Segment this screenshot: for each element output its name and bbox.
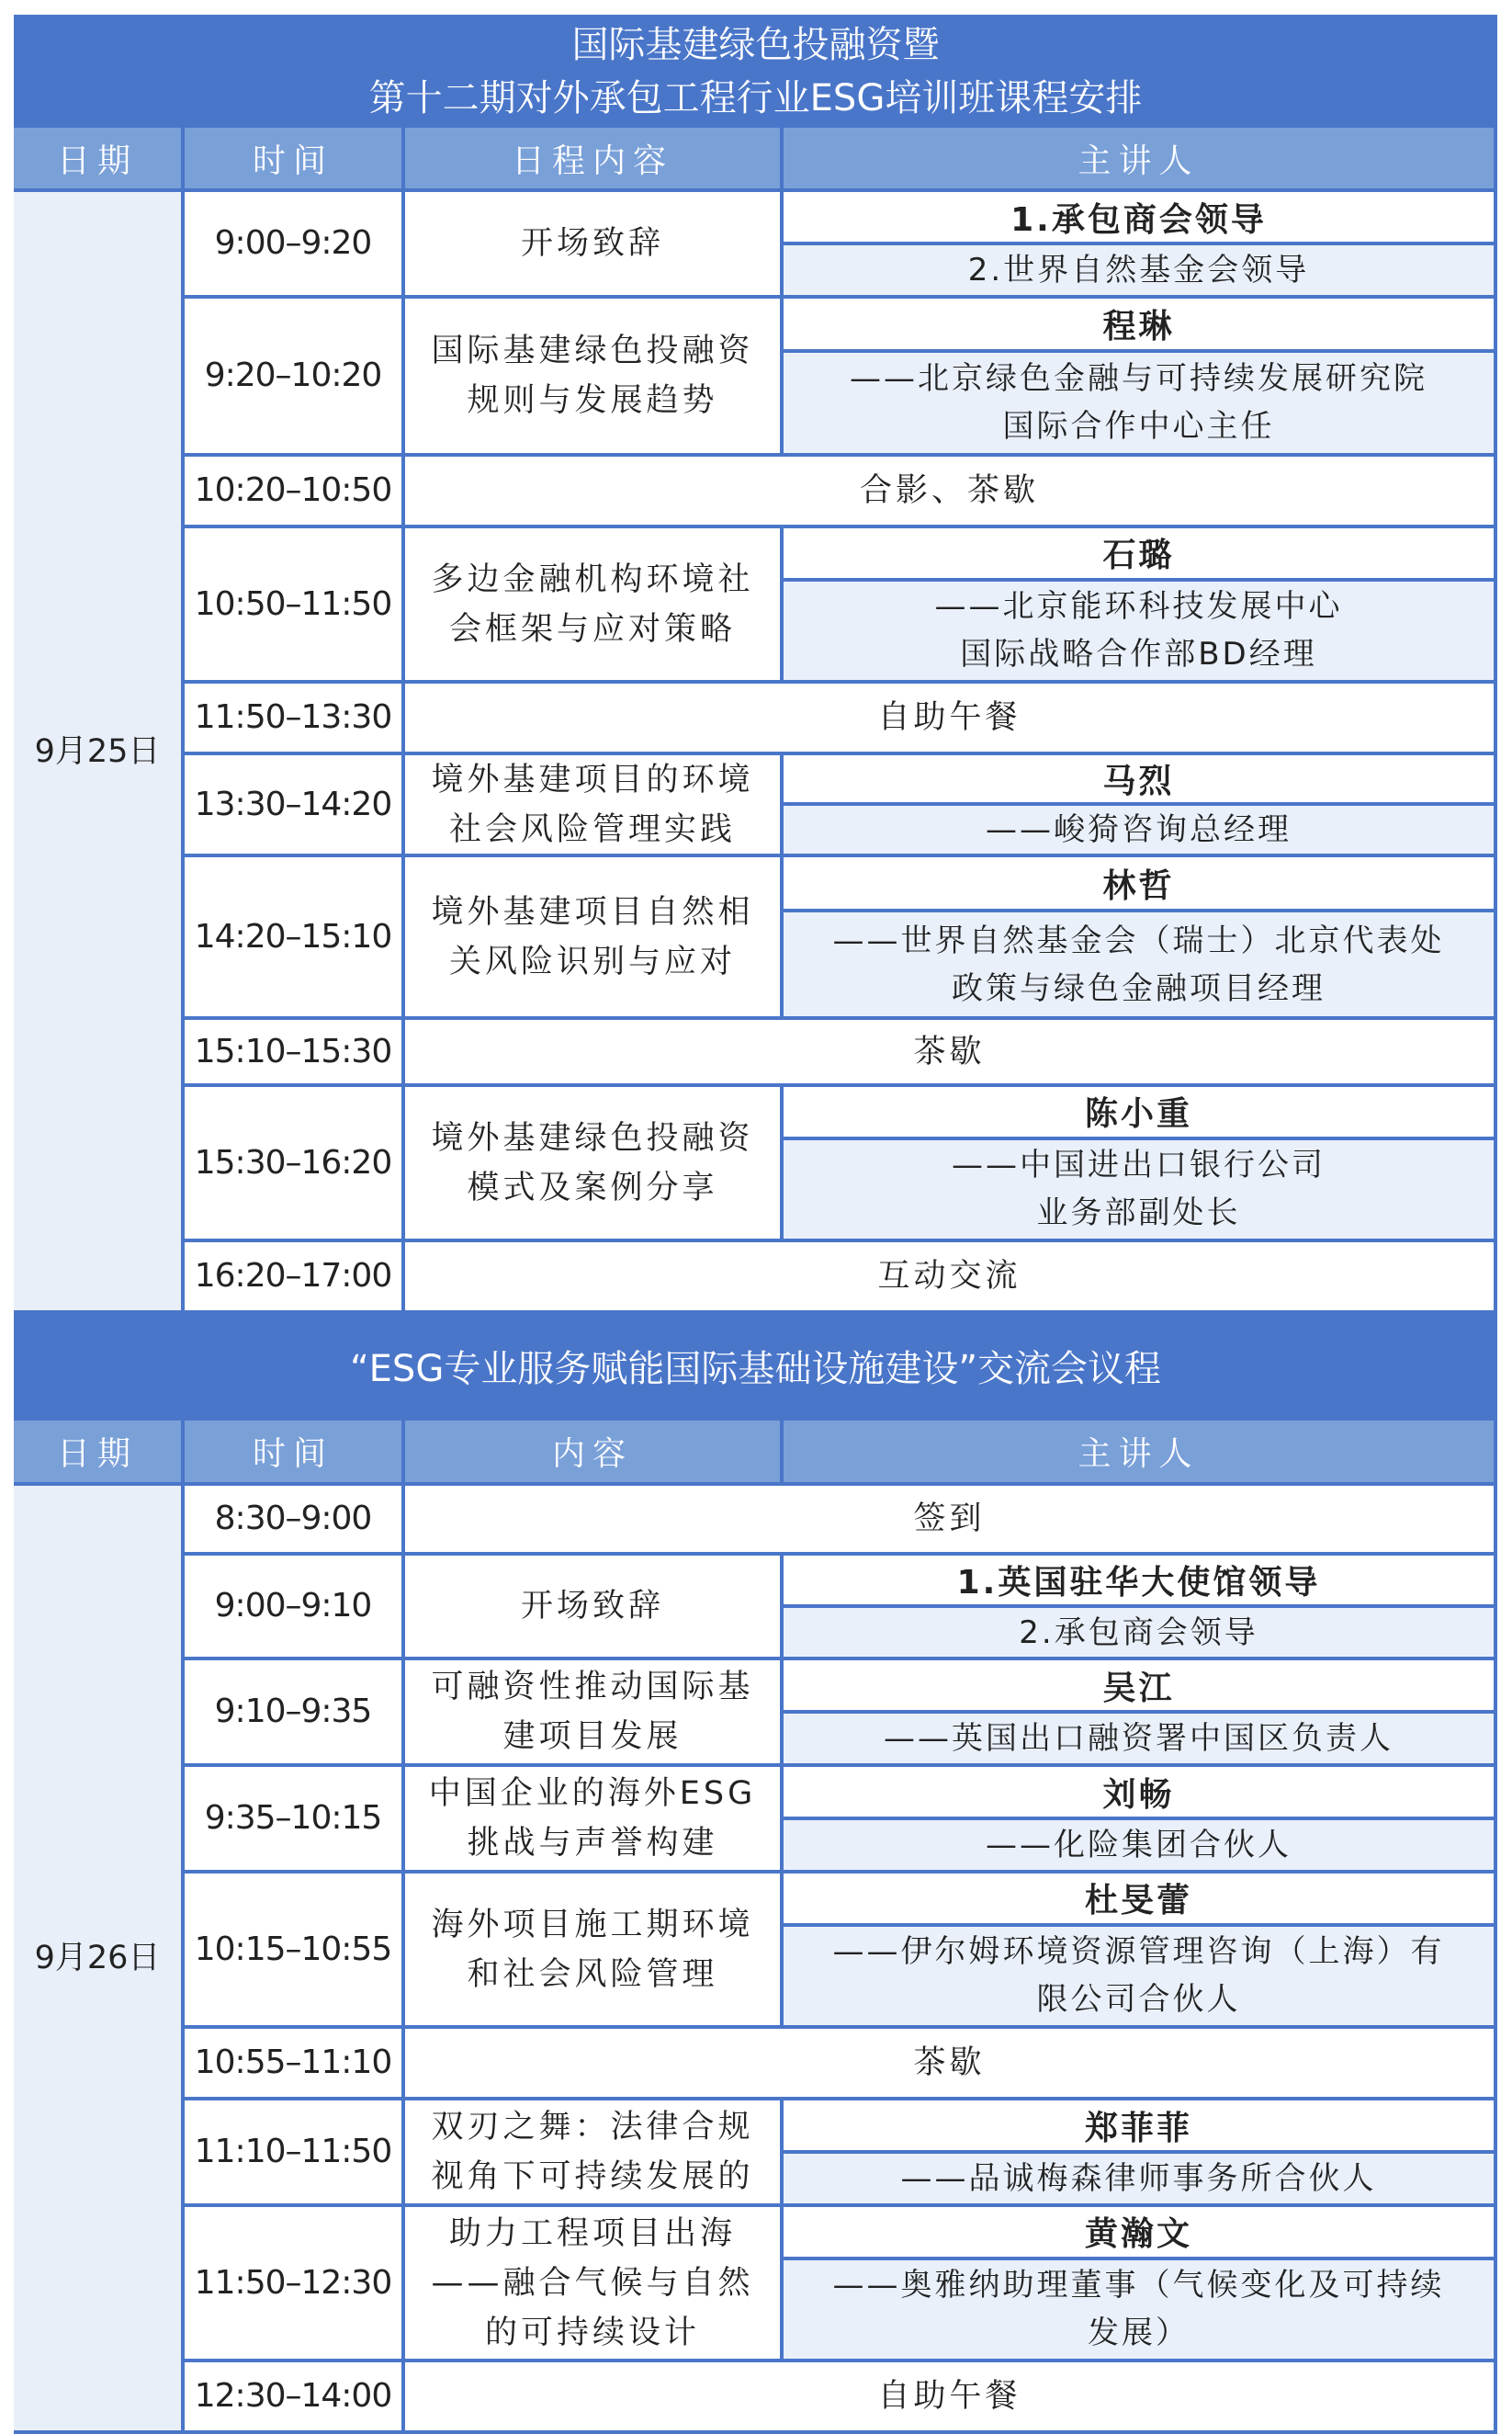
content-line: 的可持续设计: [484, 2314, 700, 2351]
speaker-detail-line: ——品诚梅森律师事务所合伙人: [900, 2160, 1377, 2197]
column-header: 日期: [14, 128, 181, 188]
speaker-cell: [784, 1767, 1494, 1870]
content-line: 会框架与应对策略: [448, 610, 736, 648]
content-cell: [405, 1874, 780, 2025]
speaker-detail-line: ——英国出口融资署中国区负责人: [884, 1720, 1394, 1757]
content-line: 建项目发展: [502, 1718, 683, 1755]
speaker-detail-line: ——奥雅纳助理董事（气候变化及可持续: [832, 2267, 1445, 2304]
speaker-detail: [784, 2154, 1494, 2203]
content-line: 助力工程项目出海: [448, 2214, 736, 2252]
time-cell: 16:20–17:00: [185, 1242, 401, 1310]
merged-activity-cell: 自助午餐: [405, 684, 1494, 752]
merged-activity-cell: 茶歇: [405, 1020, 1494, 1083]
speaker-name: 陈小重: [784, 1087, 1494, 1137]
speaker-detail: [784, 2260, 1494, 2359]
content-cell: [405, 857, 780, 1016]
content-cell: [405, 2207, 780, 2359]
speaker-cell: [784, 299, 1494, 453]
content-cell: [405, 1087, 780, 1239]
speaker-name: 马烈: [784, 755, 1494, 802]
section2-table: [14, 1421, 1497, 2434]
content-line: 国际基建绿色投融资: [431, 333, 754, 369]
content-line: 境外基建项目自然相: [431, 893, 754, 931]
column-header: 主讲人: [784, 1421, 1494, 1482]
speaker-cell: [784, 2100, 1494, 2203]
time-cell: 11:50–13:30: [185, 684, 401, 752]
speaker-cell: [784, 528, 1494, 680]
time-cell: 10:55–11:10: [185, 2029, 401, 2097]
speaker-name: 程琳: [784, 299, 1494, 349]
speaker-detail-line: 国际战略合作部BD经理: [960, 636, 1317, 674]
time-cell: 9:10–9:35: [185, 1660, 401, 1763]
speaker-detail: [784, 1608, 1494, 1657]
section1-title-line: 第十二期对外承包工程行业ESG培训班课程安排: [368, 76, 1143, 119]
section1-title-line: 国际基建绿色投融资暨: [571, 23, 940, 66]
speaker-detail: [784, 1714, 1494, 1763]
speaker-detail-line: 限公司合伙人: [1036, 1981, 1241, 2019]
speaker-name: 吴江: [784, 1660, 1494, 1710]
time-cell: 8:30–9:00: [185, 1486, 401, 1552]
section1-title: [14, 15, 1497, 128]
column-header: 内容: [405, 1421, 780, 1482]
speaker-cell: [784, 192, 1494, 295]
section2-title: [14, 1314, 1497, 1421]
content-cell: [405, 192, 780, 295]
column-header: 日程内容: [405, 128, 780, 188]
content-line: 和社会风险管理: [467, 1955, 718, 1993]
speaker-cell: [784, 1874, 1494, 2025]
date-cell: 9月26日: [14, 1486, 181, 2430]
speaker-detail-line: 国际合作中心主任: [1002, 408, 1275, 446]
speaker-name: 郑菲菲: [784, 2100, 1494, 2150]
speaker-detail: [784, 1820, 1494, 1870]
speaker-detail: [784, 353, 1494, 453]
time-cell: 11:10–11:50: [185, 2100, 401, 2203]
speaker-detail: [784, 806, 1494, 854]
content-line: 境外基建项目的环境: [431, 761, 754, 798]
speaker-name: 石璐: [784, 528, 1494, 578]
speaker-detail-line: 政策与绿色金融项目经理: [952, 969, 1326, 1007]
content-cell: [405, 2100, 780, 2203]
merged-activity-cell: 茶歇: [405, 2029, 1494, 2097]
time-cell: 9:20–10:20: [185, 299, 401, 453]
speaker-cell: [784, 2207, 1494, 2359]
speaker-name: 刘畅: [784, 1767, 1494, 1817]
content-line: 海外项目施工期环境: [431, 1906, 754, 1943]
time-cell: 9:35–10:15: [185, 1767, 401, 1870]
time-cell: 11:50–12:30: [185, 2207, 401, 2359]
content-line: 开场致辞: [520, 1588, 664, 1625]
section1-table: [14, 128, 1497, 1314]
speaker-cell: [784, 1556, 1494, 1657]
content-line: 多边金融机构环境社: [431, 560, 754, 598]
column-header: 时间: [185, 128, 401, 188]
content-line: 可融资性推动国际基: [431, 1669, 754, 1705]
content-line: 规则与发展趋势: [467, 382, 718, 419]
time-cell: 15:10–15:30: [185, 1020, 401, 1083]
content-cell: [405, 755, 780, 854]
time-cell: 15:30–16:20: [185, 1087, 401, 1239]
speaker-cell: [784, 1087, 1494, 1239]
speaker-detail: [784, 1927, 1494, 2025]
time-cell: 10:20–10:50: [185, 457, 401, 525]
content-line: 视角下可持续发展的: [431, 2158, 754, 2195]
time-cell: 14:20–15:10: [185, 857, 401, 1016]
content-line: 境外基建绿色投融资: [431, 1119, 754, 1157]
speaker-name: 1.承包商会领导: [784, 192, 1494, 242]
date-cell: 9月25日: [14, 192, 181, 1310]
column-header: 时间: [185, 1421, 401, 1482]
content-cell: [405, 528, 780, 680]
content-cell: [405, 1660, 780, 1763]
content-line: 模式及案例分享: [467, 1169, 718, 1206]
speaker-detail-line: 发展）: [1088, 2315, 1190, 2352]
content-line: 社会风险管理实践: [448, 810, 736, 848]
content-line: 双刃之舞：法律合规: [431, 2109, 754, 2145]
content-cell: [405, 1767, 780, 1870]
content-line: 开场致辞: [520, 225, 664, 262]
speaker-name: 1.英国驻华大使馆领导: [784, 1556, 1494, 1604]
time-cell: 9:00–9:10: [185, 1556, 401, 1657]
time-cell: 9:00–9:20: [185, 192, 401, 295]
column-header: 日期: [14, 1421, 181, 1482]
speaker-name: 黄瀚文: [784, 2207, 1494, 2257]
speaker-detail-line: ——北京能环科技发展中心: [934, 588, 1343, 626]
merged-activity-cell: 互动交流: [405, 1242, 1494, 1310]
speaker-detail: [784, 582, 1494, 680]
speaker-detail-line: ——世界自然基金会（瑞士）北京代表处: [832, 922, 1445, 959]
speaker-detail: [784, 912, 1494, 1016]
merged-activity-cell: 自助午餐: [405, 2362, 1494, 2430]
speaker-detail-line: 2.世界自然基金会领导: [967, 252, 1310, 289]
content-line: ——融合气候与自然: [431, 2264, 754, 2302]
content-line: 挑战与声誉构建: [467, 1825, 718, 1862]
speaker-cell: [784, 857, 1494, 1016]
time-cell: 12:30–14:00: [185, 2362, 401, 2430]
speaker-cell: [784, 1660, 1494, 1763]
speaker-detail-line: ——化险集团合伙人: [986, 1827, 1292, 1863]
speaker-detail-line: 2.承包商会领导: [1019, 1613, 1258, 1651]
speaker-detail: [784, 245, 1494, 295]
speaker-name: 林哲: [784, 857, 1494, 909]
speaker-detail-line: ——中国进出口银行公司: [952, 1147, 1326, 1184]
speaker-detail: [784, 1140, 1494, 1239]
schedule-document: [14, 15, 1497, 2434]
column-header: 主讲人: [784, 128, 1494, 188]
time-cell: 13:30–14:20: [185, 755, 401, 854]
section2-title-line: “ESG专业服务赋能国际基础设施建设”交流会议程: [349, 1348, 1162, 1390]
time-cell: 10:50–11:50: [185, 528, 401, 680]
speaker-detail-line: ——峻猗咨询总经理: [986, 811, 1292, 848]
speaker-detail-line: 业务部副处长: [1036, 1194, 1241, 1232]
speaker-name: 杜旻蕾: [784, 1874, 1494, 1923]
content-cell: [405, 299, 780, 453]
content-line: 中国企业的海外ESG: [428, 1775, 757, 1812]
merged-activity-cell: 合影、茶歇: [405, 457, 1494, 525]
content-line: 关风险识别与应对: [448, 943, 736, 980]
merged-activity-cell: 签到: [405, 1486, 1494, 1552]
speaker-detail-line: ——北京绿色金融与可持续发展研究院: [850, 360, 1427, 398]
content-cell: [405, 1556, 780, 1657]
speaker-cell: [784, 755, 1494, 854]
speaker-detail-line: ——伊尔姆环境资源管理咨询（上海）有: [832, 1933, 1445, 1971]
time-cell: 10:15–10:55: [185, 1874, 401, 2025]
